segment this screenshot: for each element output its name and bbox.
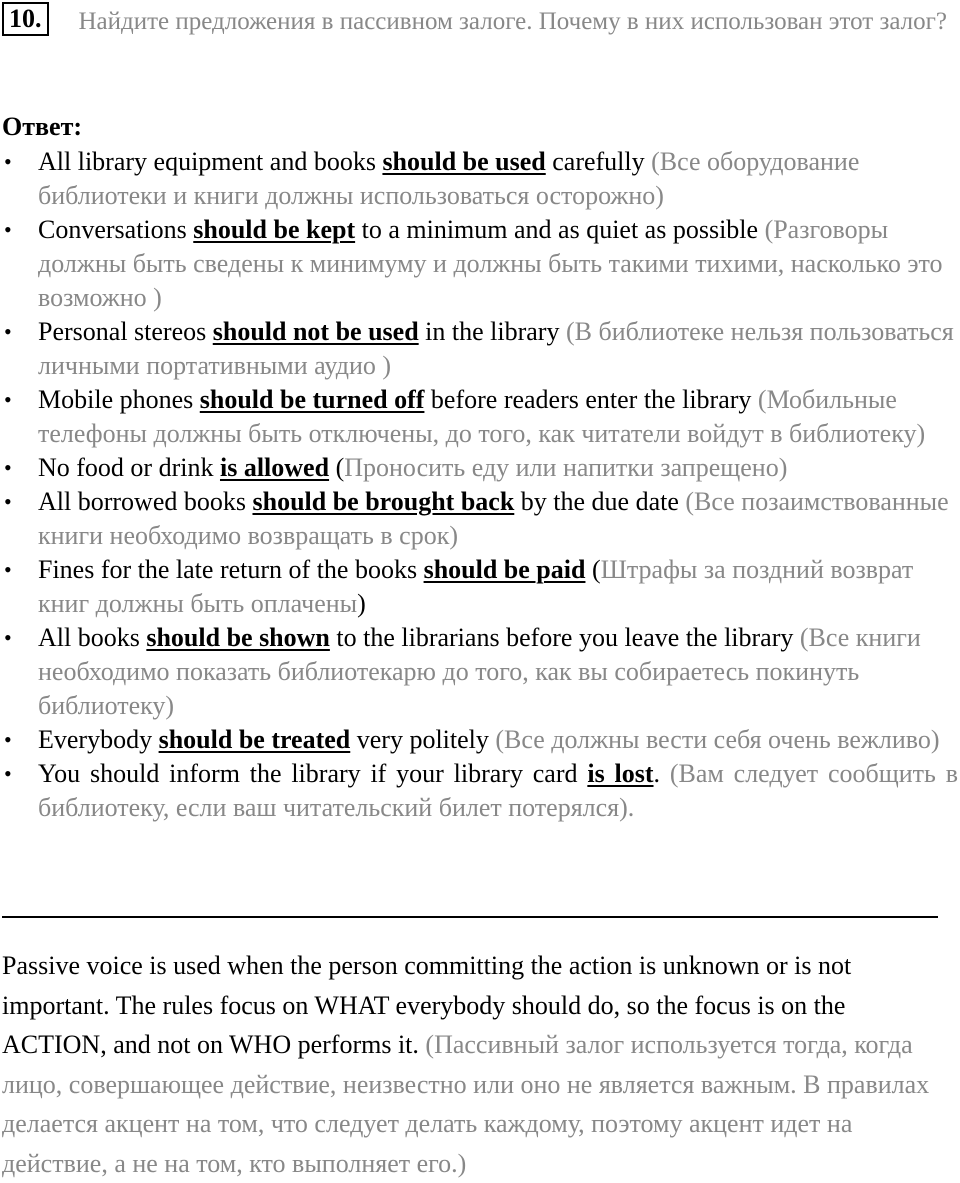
bullet-icon: • [4,387,12,412]
list-item [0,315,958,383]
passive-phrase: should not be used [212,317,419,346]
item-text-after: ( [585,555,601,584]
bullet-icon: • [4,455,12,480]
item-text-before: All books [38,623,147,652]
task-header [2,2,952,42]
item-translation: Проносить еду или напитки запрещено) [344,453,788,482]
passive-phrase: should be kept [193,215,356,244]
item-text-before: Conversations [38,215,194,244]
bullet-icon: • [4,727,12,752]
passive-phrase: should be turned off [199,385,425,414]
item-text-after: very politely [350,725,489,754]
bullet-icon: • [4,625,12,650]
passive-phrase: should be shown [146,623,330,652]
item-translation: (Все должны вести себя очень вежливо) [488,725,940,754]
bullet-icon: • [4,489,12,514]
item-closing-paren: ) [357,589,366,618]
item-text-after: by the due date [514,487,679,516]
bullet-icon: • [4,761,12,786]
bullet-icon: • [4,217,12,242]
section-divider [2,916,938,918]
bullet-icon: • [4,319,12,344]
answer-list [0,145,958,825]
item-text-after: ( [329,453,345,482]
list-item [0,553,958,621]
task-instruction: Найдите предложения в пассивном залоге. Почему в них использован этот залог? [78,8,947,35]
explanation-russian: (Пассивный залог используется тогда, когда лицо, совершающее действие, неизвестно или оно не является важным. В правилах делается акцент на том, что следует делать каждому, поэтому акцент идет на действие, а не на том, кто выполняет его.) [2,1030,930,1178]
item-translation: (В библиотеке нельзя пользоваться личными портативными аудио ) [38,317,954,380]
item-text-before: All library equipment and books [38,147,383,176]
item-text-before: Mobile phones [38,385,200,414]
item-translation: (Все книги необходимо показать библиотекарю до того, как вы собираетесь покинуть библиотеку) [38,623,921,720]
item-text-after: in the library [418,317,560,346]
item-translation: Штрафы за поздний возврат книг должны быть оплачены [38,555,914,618]
passive-phrase: is lost [587,759,654,788]
passive-phrase: is allowed [219,453,330,482]
explanation-english: Passive voice is used when the person committing the action is unknown or is not important. The rules focus on WHAT everybody should do, so the focus is on the ACTION, and not on WHO performs it. [2,951,852,1059]
answer-label: Ответ: [2,112,83,141]
item-translation: (Разговоры должны быть сведены к минимуму и должны быть такими тихими, насколько это возможно ) [38,215,943,312]
item-text-before: Personal stereos [38,317,213,346]
list-item [0,621,958,723]
bullet-icon: • [4,557,12,582]
item-text-before: You should inform the library if your library card [38,759,588,788]
item-text-after: before readers enter the library [424,385,752,414]
item-translation: (Вам следует сообщить в библиотеку, если ваш читательский билет потерялся). [38,759,958,822]
list-item [0,451,958,485]
list-item [0,383,958,451]
task-number: 10. [2,2,49,36]
explanation-paragraph [2,946,954,1183]
item-text-after: . [653,759,661,788]
item-text-after: to the librarians before you leave the library [329,623,794,652]
list-item [0,723,958,757]
item-text-before: Everybody [38,725,159,754]
item-text-before: Fines for the late return of the books [38,555,424,584]
passive-phrase: should be brought back [252,487,515,516]
item-text-before: All borrowed books [38,487,253,516]
item-translation: (Все позаимствованные книги необходимо возвращать в срок) [38,487,949,550]
list-item [0,213,958,315]
passive-phrase: should be used [382,147,546,176]
item-text-after: to a minimum and as quiet as possible [355,215,759,244]
passive-phrase: should be paid [423,555,586,584]
item-text-after: carefully [545,147,645,176]
list-item [0,145,958,213]
list-item [0,757,958,825]
item-translation: (Мобильные телефоны должны быть отключены, до того, как читатели войдут в библиотеку) [38,385,926,448]
list-item [0,485,958,553]
item-text-before: No food or drink [38,453,220,482]
bullet-icon: • [4,149,12,174]
passive-phrase: should be treated [158,725,351,754]
item-translation: (Все оборудование библиотеки и книги должны использоваться осторожно) [38,147,860,210]
